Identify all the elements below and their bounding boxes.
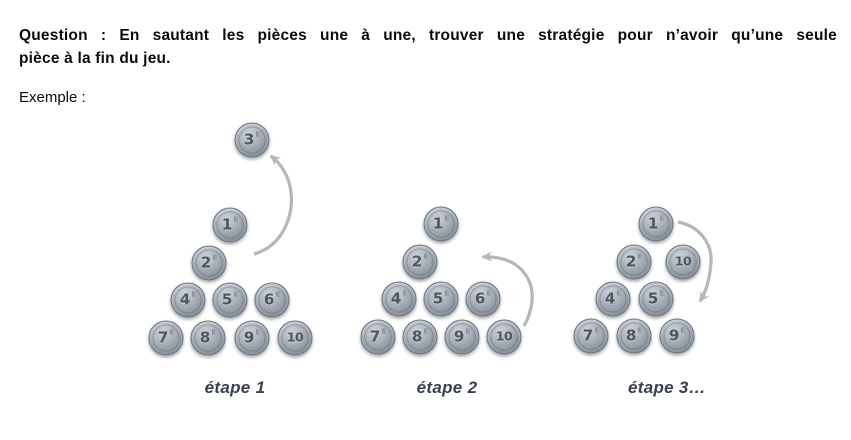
coin-currency-mark: E: [444, 289, 450, 298]
coin-number: 1: [647, 214, 659, 233]
coin-currency-mark: E: [465, 327, 471, 336]
coin-number: 6: [263, 290, 275, 309]
coin-currency-mark: E: [444, 214, 450, 223]
coin-currency-mark: E: [423, 327, 429, 336]
coin-number: 4: [604, 289, 616, 308]
coin-1-stage-3: [639, 207, 674, 242]
coin-number: 4: [179, 290, 191, 309]
coin-1-stage-1: [213, 208, 248, 243]
coin-currency-mark: E: [594, 326, 600, 335]
question-line-1: Question : En sautant les pièces une à une, trouver une stratégie pour n’avoir qu’une seule: [19, 26, 837, 44]
coin-9-stage-3: [660, 319, 695, 354]
coin-6-stage-2: [466, 282, 501, 317]
coin-currency-mark: E: [680, 326, 686, 335]
coin-number: 5: [221, 290, 233, 309]
coin-number: 1: [221, 215, 233, 234]
question-line-2: pièce à la fin du jeu.: [19, 49, 171, 67]
coin-7-stage-2: [361, 320, 396, 355]
coin-currency-mark: E: [191, 290, 197, 299]
coin-8-stage-3: [617, 319, 652, 354]
coin-number: 7: [369, 327, 381, 346]
coin-number: 7: [157, 328, 169, 347]
coin-9-stage-2: [445, 320, 480, 355]
coin-number: 10: [286, 329, 304, 345]
coin-currency-mark: E: [169, 328, 175, 337]
coin-currency-mark: E: [402, 289, 408, 298]
coin-number: 2: [411, 252, 423, 271]
coin-10-stage-3: [666, 245, 701, 280]
coin-number: 9: [243, 328, 255, 347]
coin-8-stage-1: [191, 321, 226, 356]
coin-currency-mark: E: [637, 252, 643, 261]
coin-4-stage-3: [596, 282, 631, 317]
coin-currency-mark: E: [211, 328, 217, 337]
stage-label-1: étape 1: [204, 378, 266, 397]
coin-currency-mark: E: [233, 215, 239, 224]
coin-currency-mark: E: [659, 214, 665, 223]
coin-7-stage-3: [574, 319, 609, 354]
coin-number: 4: [390, 289, 402, 308]
coin-currency-mark: E: [423, 252, 429, 261]
coin-3-stage-1: [235, 123, 270, 158]
coin-currency-mark: E: [212, 253, 218, 262]
coin-currency-mark: E: [637, 326, 643, 335]
coin-number: 7: [582, 326, 594, 345]
coin-10-stage-2: [487, 320, 522, 355]
example-label: Exemple :: [19, 89, 86, 106]
coin-currency-mark: E: [616, 289, 622, 298]
coin-number: 3: [243, 130, 255, 149]
coin-currency-mark: E: [255, 328, 261, 337]
coin-7-stage-1: [149, 321, 184, 356]
coin-currency-mark: E: [659, 289, 665, 298]
coin-number: 1: [432, 214, 444, 233]
coin-number: 10: [495, 328, 513, 344]
coin-currency-mark: E: [486, 289, 492, 298]
coin-5-stage-2: [424, 282, 459, 317]
coin-5-stage-1: [213, 283, 248, 318]
coin-number: 2: [200, 253, 212, 272]
coin-4-stage-1: [171, 283, 206, 318]
coin-currency-mark: E: [255, 130, 261, 139]
coin-number: 5: [432, 289, 444, 308]
jump-arrow-stage-1: [254, 156, 291, 254]
coin-number: 8: [625, 326, 637, 345]
coin-number: 10: [674, 253, 692, 269]
coin-currency-mark: E: [381, 327, 387, 336]
coin-currency-mark: E: [233, 290, 239, 299]
coin-currency-mark: E: [275, 290, 281, 299]
coin-2-stage-3: [617, 245, 652, 280]
coin-number: 2: [625, 252, 637, 271]
coin-8-stage-2: [403, 320, 438, 355]
coin-9-stage-1: [235, 321, 270, 356]
stage-label-3: étape 3…: [628, 378, 706, 397]
coin-1-stage-2: [424, 207, 459, 242]
coin-4-stage-2: [382, 282, 417, 317]
coin-number: 5: [647, 289, 659, 308]
coin-10-stage-1: [278, 321, 313, 356]
coin-2-stage-1: [192, 246, 227, 281]
coin-number: 6: [474, 289, 486, 308]
coin-number: 9: [453, 327, 465, 346]
coin-5-stage-3: [639, 282, 674, 317]
stage-label-2: étape 2: [416, 378, 478, 397]
coin-number: 9: [668, 326, 680, 345]
coin-number: 8: [199, 328, 211, 347]
coin-2-stage-2: [403, 245, 438, 280]
coin-6-stage-1: [255, 283, 290, 318]
coin-number: 8: [411, 327, 423, 346]
